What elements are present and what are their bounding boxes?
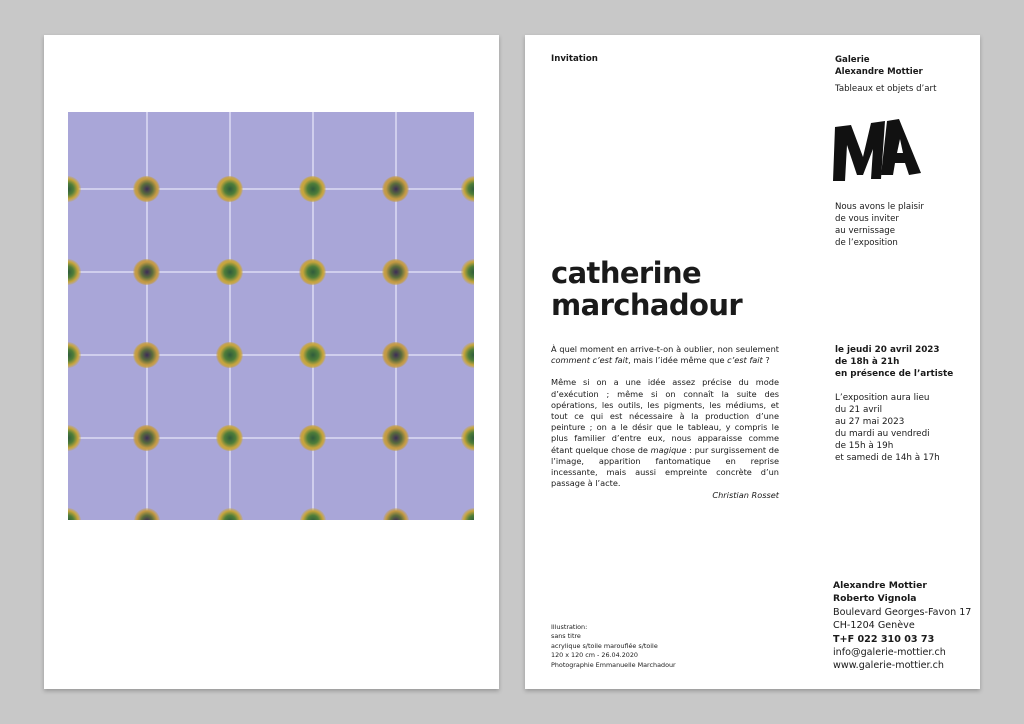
contact-names	[833, 580, 927, 605]
exhibition-line: du mardi au vendredi	[835, 429, 930, 439]
gallery-logo-text: MA	[829, 115, 831, 116]
address-line: CH-1204 Genève	[833, 620, 915, 631]
painting-knot	[134, 176, 160, 202]
exhibition-line: de 15h à 19h	[835, 441, 894, 451]
painting-knot	[461, 176, 474, 202]
painting-grid-line	[68, 354, 474, 356]
painting-grid-line	[229, 112, 231, 520]
painting-knot	[300, 425, 326, 451]
invite-line: au vernissage	[835, 226, 895, 236]
contact-address	[833, 606, 971, 632]
painting-knot	[383, 176, 409, 202]
painting-knot	[134, 425, 160, 451]
painting-grid-line	[68, 271, 474, 273]
quote-paragraph-2: Même si on a une idée assez précise du mode d’exécution ; même si on connaît la suite des opérations, les outils, les pigments, les médiums, et tout ce qui est nécessaire à la production d’une peinture ; on a le désir que le tableau, y compris le plus familier d’entre eux, nous apparaisse comme étant quelque chose de magique : pur surgissement de l’image, apparition fantomatique en reprise incessante, mais aussi empreinte concrète d’un passage à l’acte.	[551, 377, 779, 489]
painting-knot	[68, 259, 81, 285]
painting-knot	[68, 342, 81, 368]
painting-knot	[300, 342, 326, 368]
painting-knot	[383, 259, 409, 285]
painting-grid-line	[68, 437, 474, 439]
painting-knot	[68, 425, 81, 451]
painting-knot	[300, 508, 326, 520]
painting-knot	[217, 425, 243, 451]
opening-line: de 18h à 21h	[835, 357, 900, 367]
artist-last-name: marchadour	[551, 288, 743, 322]
invite-line: de l’exposition	[835, 238, 898, 248]
opening-date	[835, 344, 953, 380]
painting-knot	[134, 342, 160, 368]
contact-phone: T+F 022 310 03 73	[833, 634, 935, 645]
painting-knot	[134, 259, 160, 285]
exhibition-line: au 27 mai 2023	[835, 417, 905, 427]
painting-knot	[383, 342, 409, 368]
painting-grid-line	[312, 112, 314, 520]
exhibition-info	[835, 392, 940, 464]
gallery-name-line2: Alexandre Mottier	[835, 67, 923, 77]
painting-grid-line	[146, 112, 148, 520]
invite-text	[835, 201, 924, 249]
address-line: Boulevard Georges-Favon 17	[833, 607, 972, 618]
right-page	[525, 35, 980, 689]
illustration-line: Illustration:	[551, 623, 588, 631]
painting-image	[68, 112, 474, 520]
invite-line: de vous inviter	[835, 214, 899, 224]
painting-knot	[461, 259, 474, 285]
contact-name: Roberto Vignola	[833, 592, 917, 604]
painting-knot	[300, 259, 326, 285]
website-link[interactable]: www.galerie-mottier.ch	[833, 660, 944, 671]
painting-knot	[217, 508, 243, 520]
illustration-line: Photographie Emmanuelle Marchadour	[551, 660, 676, 669]
painting-knot	[461, 508, 474, 520]
opening-line: en présence de l’artiste	[835, 369, 954, 379]
painting-knot	[461, 425, 474, 451]
illustration-line: sans titre	[551, 632, 581, 641]
contact-web	[833, 646, 946, 672]
gallery-name	[835, 54, 923, 78]
left-page	[44, 35, 499, 689]
painting-knot	[134, 508, 160, 520]
painting-knot	[68, 508, 81, 520]
painting-knot	[383, 508, 409, 520]
painting-grid-line	[68, 188, 474, 190]
painting-knot	[217, 259, 243, 285]
quote-paragraph-1: À quel moment en arrive-t-on à oublier, non seulement comment c’est fait, mais l’idée même que c’est fait ?	[551, 344, 779, 366]
contact-name: Alexandre Mottier	[833, 580, 927, 591]
illustration-line: acrylique s/toile marouflée s/toile	[551, 641, 658, 650]
painting-knot	[383, 425, 409, 451]
invite-line: Nous avons le plaisir	[835, 202, 924, 212]
gallery-name-line1: Galerie	[835, 55, 870, 65]
artist-first-name: catherine	[551, 256, 702, 290]
opening-line: le jeudi 20 avril 2023	[835, 345, 940, 355]
email-link[interactable]: info@galerie-mottier.ch	[833, 647, 946, 658]
gallery-subtitle: Tableaux et objets d’art	[835, 84, 937, 94]
exhibition-line: L’exposition aura lieu	[835, 393, 930, 403]
painting-knot	[300, 176, 326, 202]
illustration-credits	[551, 623, 676, 670]
exhibition-line: et samedi de 14h à 17h	[835, 453, 940, 463]
illustration-line: 120 x 120 cm - 26.04.2020	[551, 651, 638, 660]
quote-author: Christian Rosset	[712, 490, 779, 500]
exhibition-line: du 21 avril	[835, 405, 883, 415]
painting-grid-line	[395, 112, 397, 520]
painting-knot	[461, 342, 474, 368]
painting-knot	[217, 342, 243, 368]
gallery-logo	[829, 115, 929, 187]
artist-name	[551, 257, 742, 321]
painting-knot	[217, 176, 243, 202]
painting-knot	[68, 176, 81, 202]
invitation-label: Invitation	[551, 54, 598, 64]
quote-text	[551, 344, 779, 500]
